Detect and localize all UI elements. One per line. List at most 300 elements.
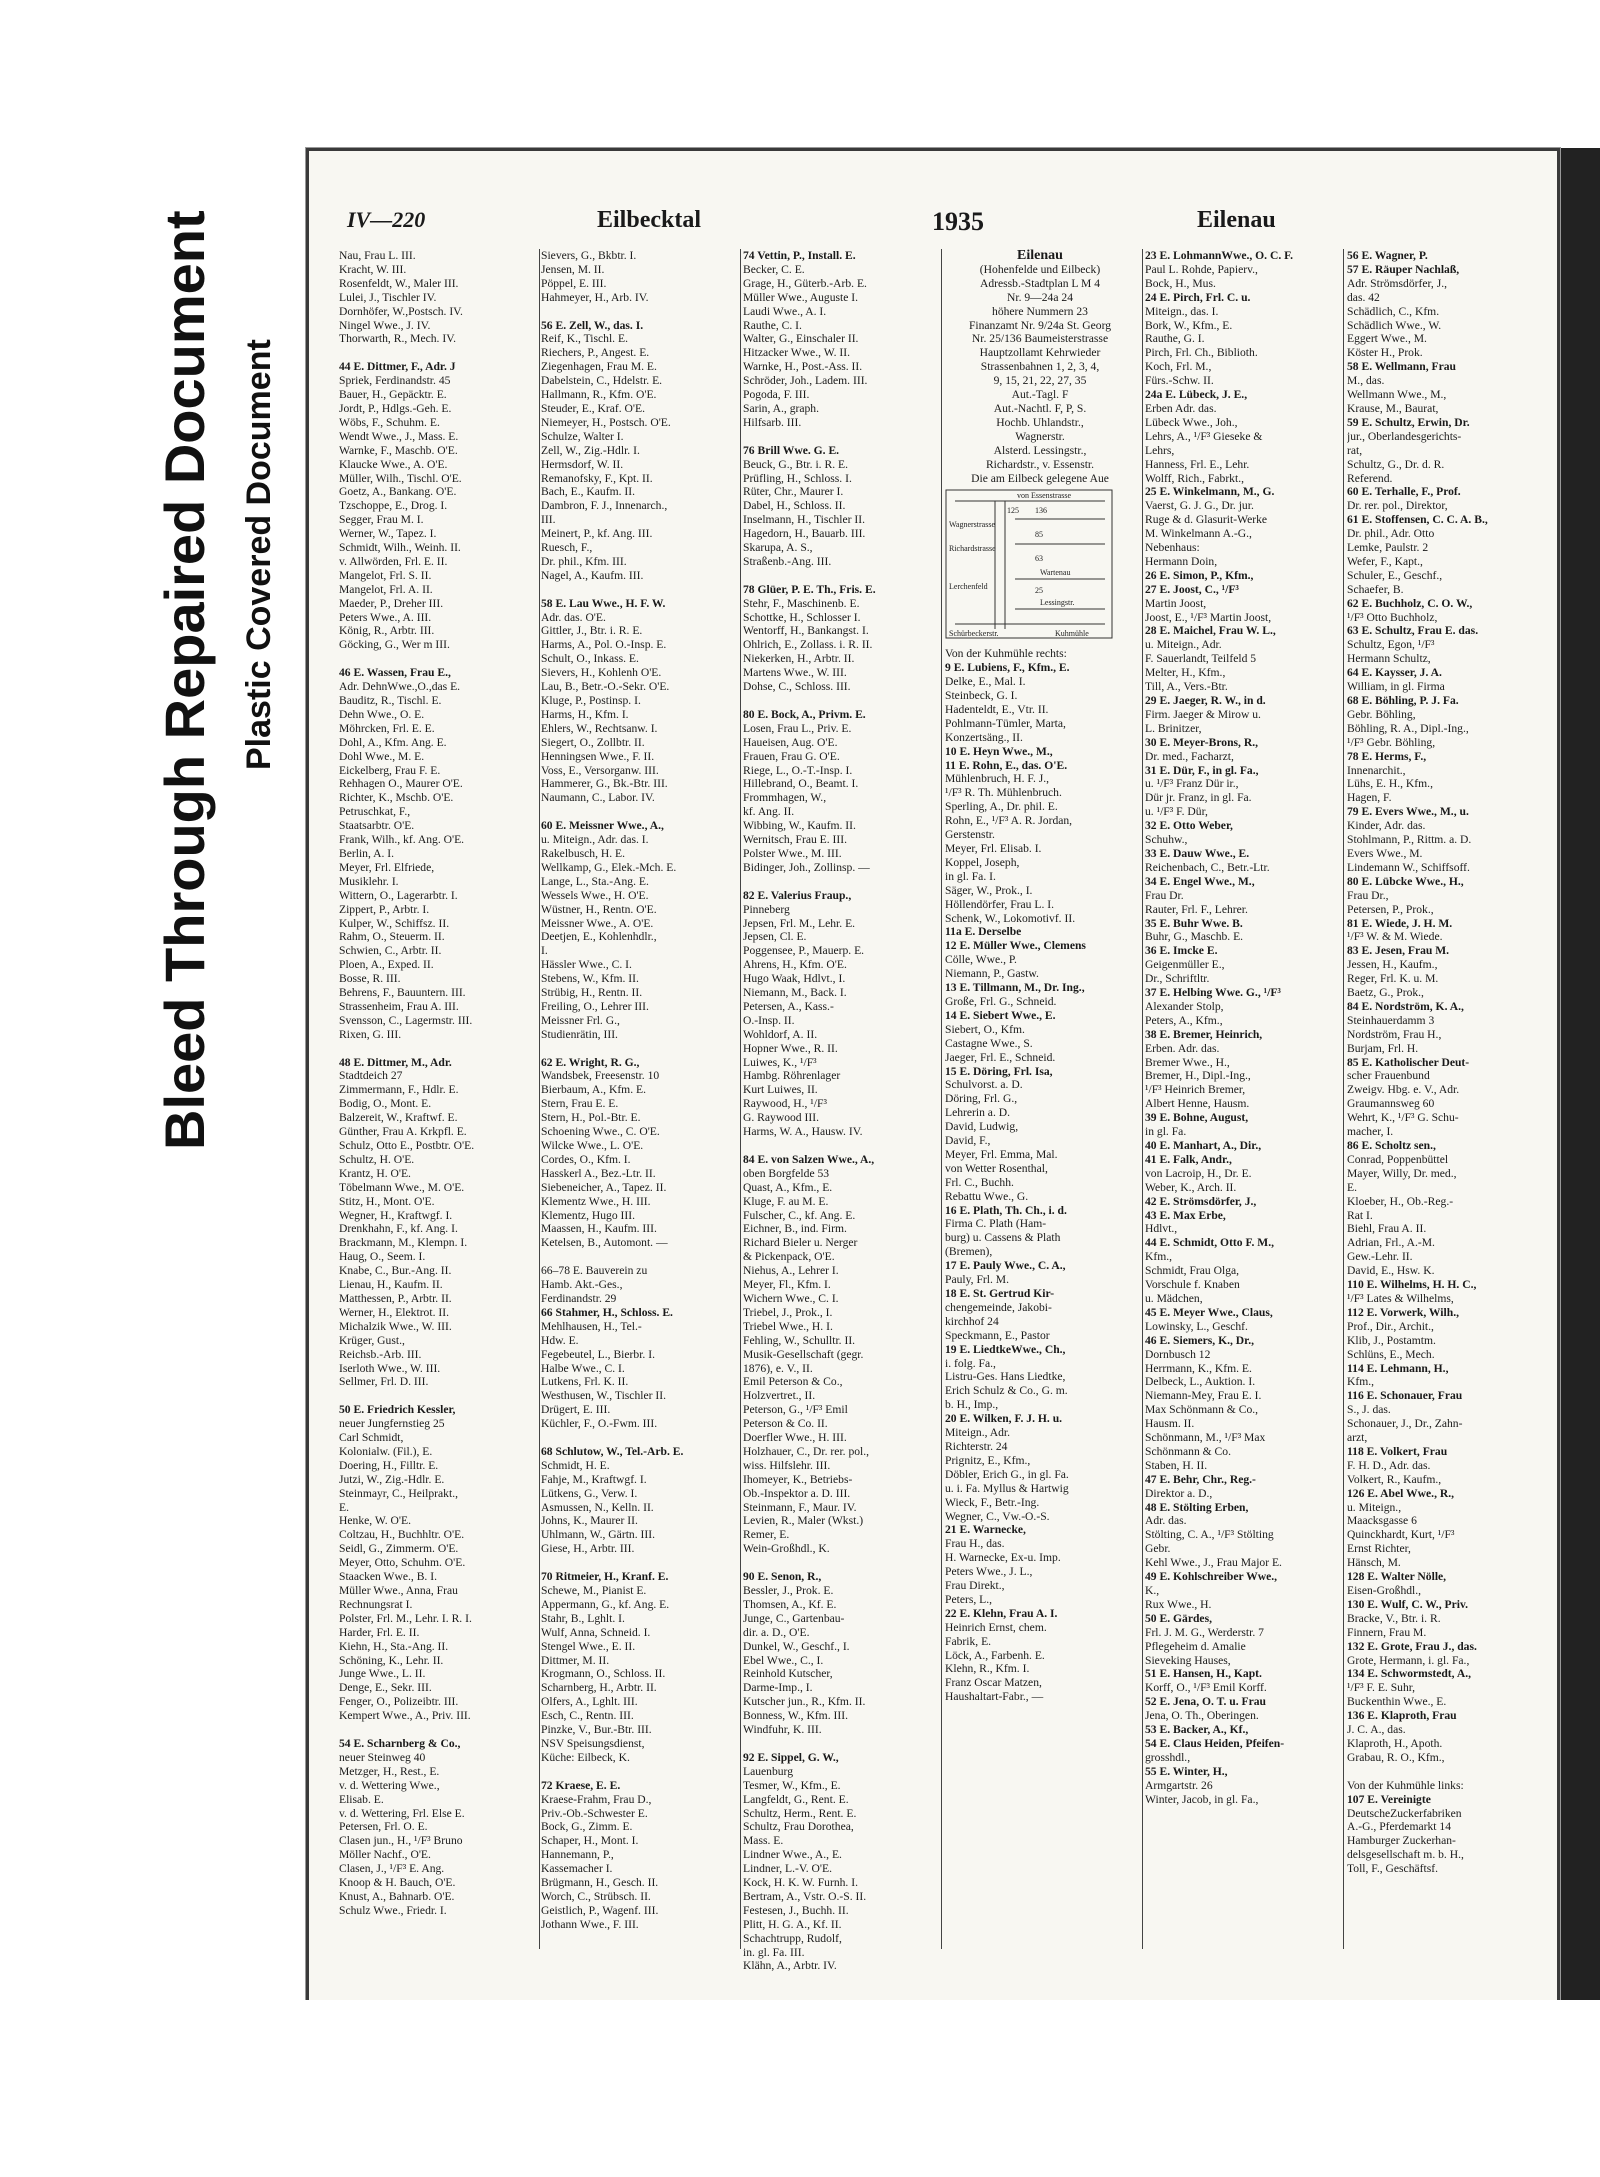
directory-entry: b. H., Imp.,	[945, 1398, 999, 1412]
directory-entry: Wefer, F., Kapt.,	[1347, 554, 1423, 568]
map-label: Lerchenfeld	[949, 582, 988, 592]
directory-entry: Wendt Wwe., J., Mass. E.	[339, 429, 459, 443]
directory-entry: Große, Frl. G., Schneid.	[945, 994, 1057, 1008]
directory-entry: E.	[1347, 1180, 1357, 1194]
directory-entry: Fulscher, C., kf. Ang. E.	[743, 1208, 856, 1222]
directory-entry: Lienau, H., Kaufm. II.	[339, 1278, 443, 1292]
directory-entry: u. Miteign., Adr. das. I.	[541, 833, 649, 847]
directory-entry: Von der Kuhmühle rechts:	[945, 647, 1067, 661]
directory-entry: Petersen, A., Kass.-	[743, 999, 834, 1013]
directory-entry: 57 E. Räuper Nachlaß,	[1347, 262, 1460, 276]
map-label: 63	[1035, 554, 1043, 564]
directory-entry: Weber, K., Arch. II.	[1145, 1180, 1237, 1194]
directory-entry: 43 E. Max Erbe,	[1145, 1208, 1226, 1222]
directory-entry: Strübig, H., Rentn. II.	[541, 986, 643, 1000]
directory-entry: Wulf, Anna, Schneid. I.	[541, 1625, 651, 1639]
directory-entry	[339, 1389, 535, 1403]
directory-entry: u. Mädchen,	[1145, 1291, 1203, 1305]
directory-entry: Lübeck Wwe., Joh.,	[1145, 415, 1238, 429]
directory-entry: 16 E. Plath, Th. Ch., i. d.	[945, 1203, 1067, 1217]
directory-entry	[541, 1556, 737, 1570]
directory-entry: Heinrich Ernst, chem.	[945, 1620, 1047, 1634]
directory-entry: Ebel Wwe., C., I.	[743, 1653, 824, 1667]
directory-entry: 81 E. Wiede, J. H. M.	[1347, 916, 1453, 930]
directory-entry: 64 E. Kaysser, J. A.	[1347, 666, 1442, 680]
directory-entry: Frl. C., Buchh.	[945, 1175, 1014, 1189]
directory-entry: Wibbing, W., Kaufm. II.	[743, 819, 856, 833]
directory-entry: 110 E. Wilhelms, H. H. C.,	[1347, 1278, 1477, 1292]
directory-entry: Wittern, O., Lagerarbtr. I.	[339, 888, 458, 902]
directory-entry: Prof., Dir., Archit.,	[1347, 1319, 1434, 1333]
directory-entry: ¹/F³ F. E. Suhr,	[1347, 1681, 1416, 1695]
directory-entry: Meissner Wwe., A. O'E.	[541, 916, 654, 930]
directory-entry: Fabrik, E.	[945, 1634, 992, 1648]
directory-entry: Möller Nachf., O'E.	[339, 1848, 431, 1862]
directory-entry: ¹/F³ W. & M. Wiede.	[1347, 930, 1443, 944]
directory-entry: Dohse, C., Schloss. III.	[743, 680, 851, 694]
directory-entry: Rat I.	[1347, 1208, 1373, 1222]
directory-entry: 86 E. Scholtz sen.,	[1347, 1139, 1436, 1152]
directory-entry: ¹/F³ Lates & Wilhelms,	[1347, 1291, 1454, 1305]
directory-entry: neuer Steinweg 40	[339, 1750, 426, 1764]
directory-entry: Petersen, Frl. O. E.	[339, 1820, 428, 1834]
directory-entry: Rux Wwe., H.	[1145, 1597, 1212, 1611]
directory-entry: Schewe, M., Pianist E.	[541, 1584, 647, 1597]
directory-entry: Armgartstr. 26	[1145, 1778, 1213, 1792]
directory-entry: Dambron, F. J., Innenarch.,	[541, 499, 668, 513]
directory-entry: Schulz Wwe., Friedr. I.	[339, 1903, 447, 1917]
directory-entry: Bierbaum, A., Kfm. E.	[541, 1083, 646, 1097]
directory-entry: das. 42	[1347, 290, 1380, 304]
column-5	[1145, 249, 1341, 1977]
directory-entry: F. H. D., Adr. das.	[1347, 1458, 1431, 1472]
directory-entry: Schultz, Egon, ¹/F³	[1347, 638, 1435, 652]
directory-entry: Darme-Imp., I.	[743, 1681, 813, 1695]
directory-entry: 74 Vettin, P., Install. E.	[743, 249, 856, 262]
directory-entry: Brügmann, H., Gesch. II.	[541, 1876, 659, 1890]
directory-entry: Remer, E.	[743, 1528, 790, 1542]
directory-entry: 92 E. Sippel, G. W.,	[743, 1750, 839, 1764]
directory-entry: Meyer, Fl., Kfm. I.	[743, 1278, 831, 1292]
directory-entry: Hillebrand, O., Beamt. I.	[743, 777, 859, 791]
directory-entry: Rauthe, G. I.	[1145, 332, 1205, 346]
directory-entry: Wöbs, F., Schuhm. E.	[339, 415, 440, 429]
directory-entry: 30 E. Meyer-Brons, R.,	[1145, 735, 1259, 749]
directory-entry: Frommhagen, W.,	[743, 791, 827, 805]
page-number: IV—220	[347, 207, 426, 232]
directory-entry: Grote, Hermann, i. gl. Fa.,	[1347, 1653, 1470, 1667]
directory-entry: Richter, K., Mschb. O'E.	[339, 791, 454, 805]
directory-entry: Korff, O., ¹/F³ Emil Korff.	[1145, 1681, 1267, 1695]
directory-entry: 72 Kraese, E. E.	[541, 1778, 621, 1792]
directory-entry: 68 Schlutow, W., Tel.-Arb. E.	[541, 1444, 684, 1458]
directory-entry: Matthessen, P., Arbtr. II.	[339, 1291, 452, 1305]
directory-entry: Sievers, G., Bkbtr. I.	[541, 249, 637, 262]
directory-entry: in gl. Fa.	[1145, 1125, 1187, 1139]
directory-entry: Jothann Wwe., F. III.	[541, 1917, 639, 1931]
directory-entry: Erben Adr. das.	[1145, 401, 1217, 415]
directory-page	[306, 148, 1560, 2006]
directory-entry: Festesen, J., Buchh. II.	[743, 1903, 849, 1917]
plastic-covered-stamp: Plastic Covered Document	[240, 339, 278, 770]
directory-entry: Hermann Doin,	[1145, 554, 1218, 568]
directory-entry: Riechers, P., Angest. E.	[541, 346, 650, 360]
directory-entry	[339, 346, 535, 360]
directory-entry: Kfm.,	[1347, 1375, 1375, 1389]
column-1	[339, 249, 535, 1977]
directory-entry: Schulz, Otto E., Postbtr. O'E.	[339, 1139, 475, 1152]
directory-entry: 36 E. Imcke E.	[1145, 944, 1218, 958]
directory-entry: Reger, Frl. K. u. M.	[1347, 972, 1439, 986]
directory-entry	[541, 1250, 737, 1264]
directory-entry: 14 E. Siebert Wwe., E.	[945, 1008, 1056, 1022]
directory-entry: Schultz, Frau Dorothea,	[743, 1820, 854, 1834]
directory-entry: 20 E. Wilken, F. J. H. u.	[945, 1412, 1063, 1426]
directory-entry: Coltzau, H., Buchhltr. O'E.	[339, 1528, 465, 1542]
directory-entry: Wegner, H., Kraftwgf. I.	[339, 1208, 453, 1222]
directory-entry: Warnke, F., Maschb. O'E.	[339, 443, 458, 457]
directory-entry: Castagne Wwe., S.	[945, 1036, 1033, 1050]
directory-entry: Adr. Strömsdörfer, J.,	[1347, 276, 1448, 290]
directory-entry: Deetjen, E., Kohlenhdlr.,	[541, 930, 657, 944]
directory-entry: Lange, L., Sta.-Ang. E.	[541, 874, 649, 888]
directory-entry: (Bremen),	[945, 1245, 993, 1259]
directory-entry: Polster, Frl. M., Lehr. I. R. I.	[339, 1611, 472, 1625]
directory-entry	[743, 430, 939, 444]
directory-entry: ¹/F³ R. Th. Mühlenbruch.	[945, 786, 1062, 800]
directory-entry: 60 E. Meissner Wwe., A.,	[541, 819, 664, 833]
directory-entry	[743, 1556, 939, 1570]
directory-entry: Pinzke, V., Bur.-Btr. III.	[541, 1723, 652, 1737]
map-label: Kuhmühle	[1055, 629, 1089, 639]
directory-entry: Meissner Frl. G.,	[541, 1013, 620, 1027]
directory-entry: wiss. Hilfslehr. III.	[743, 1458, 831, 1472]
directory-entry: Pauly, Frl. M.	[945, 1273, 1009, 1287]
directory-entry: Dunkel, W., Geschf., I.	[743, 1639, 850, 1653]
directory-entry: Hdw. E.	[541, 1333, 579, 1347]
directory-entry: Wehrt, K., ¹/F³ G. Schu-	[1347, 1111, 1459, 1125]
directory-entry: & Pickenpack, O'E.	[743, 1250, 835, 1264]
directory-entry: F. Sauerlandt, Teilfeld 5	[1145, 652, 1257, 666]
directory-entry: Bork, W., Kfm., E.	[1145, 318, 1233, 332]
directory-entry: Jena, O. Th., Oberingen.	[1145, 1709, 1259, 1723]
directory-entry: Stohlmann, P., Rittm. a. D.	[1347, 833, 1472, 847]
directory-entry: Stern, Frau E. E.	[541, 1097, 619, 1111]
directory-entry: 24a E. Lübeck, J. E.,	[1145, 388, 1248, 402]
directory-entry: 53 E. Backer, A., Kf.,	[1145, 1723, 1249, 1737]
directory-entry: Tzschoppe, E., Drog. I.	[339, 499, 448, 513]
directory-entry: Grabau, R. O., Kfm.,	[1347, 1750, 1445, 1764]
directory-entry: Löck, A., Farbenh. E.	[945, 1648, 1045, 1662]
directory-entry: Ahrens, H., Kfm. O'E.	[743, 958, 847, 972]
bottom-margin	[0, 2000, 1600, 2177]
directory-entry: Direktor a. D.,	[1145, 1486, 1213, 1500]
directory-entry: 128 E. Walter Nölle,	[1347, 1570, 1447, 1584]
directory-entry: Schmidt, H. E.	[541, 1458, 610, 1472]
directory-entry: Pogoda, F. III.	[743, 388, 810, 402]
directory-entry: u. ¹/F³ F. Dür,	[1145, 805, 1208, 819]
directory-entry: Ehlers, W., Rechtsanw. I.	[541, 721, 658, 735]
directory-entry: Michalzik Wwe., W. III.	[339, 1319, 452, 1333]
directory-entry: 66–78 E. Bauverein zu	[541, 1264, 648, 1278]
directory-entry: Till, A., Vers.-Btr.	[1145, 680, 1228, 694]
directory-entry	[743, 1737, 939, 1751]
directory-entry: Segger, Frau M. I.	[339, 513, 424, 527]
directory-entry: Junge, C., Gartenbau-	[743, 1611, 845, 1625]
directory-entry: Stebens, W., Kfm. II.	[541, 972, 639, 986]
directory-entry: Rahm, O., Steuerm. II.	[339, 930, 445, 944]
directory-entry: Reichsb.-Arb. III.	[339, 1347, 422, 1361]
directory-entry: Haueisen, Aug. O'E.	[743, 735, 838, 749]
directory-entry: 19 E. LiedtkeWwe., Ch.,	[945, 1342, 1066, 1356]
directory-entry: Schottke, H., Schlosser I.	[743, 610, 861, 624]
directory-entry: Stern, H., Pol.-Btr. E.	[541, 1111, 641, 1125]
map-label: Richardstrasse	[949, 544, 996, 554]
directory-entry: M., das.	[1347, 374, 1385, 388]
directory-entry: Dehn Wwe., O. E.	[339, 707, 425, 721]
directory-entry: Firm. Jaeger & Mirow u.	[1145, 707, 1261, 721]
directory-entry: Prignitz, E., Kfm.,	[945, 1453, 1031, 1467]
year-title: 1935	[932, 207, 984, 236]
directory-entry: Eggert Wwe., M.	[1347, 332, 1427, 346]
directory-entry: Haushaltart-Fabr., —	[945, 1690, 1044, 1704]
directory-entry: u. Miteign.,	[1347, 1500, 1402, 1514]
directory-entry: Bodig, O., Mont. E.	[339, 1097, 432, 1111]
directory-entry: Holzhauer, C., Dr. rer. pol.,	[743, 1444, 870, 1458]
directory-entry: Schwien, C., Arbtr. II.	[339, 944, 442, 958]
directory-entry: Frl. J. M. G., Werderstr. 7	[1145, 1625, 1264, 1639]
directory-entry: Koppel, Joseph,	[945, 855, 1020, 869]
directory-entry: 61 E. Stoffensen, C. C. A. B.,	[1347, 513, 1488, 527]
directory-entry: L. Brinitzer,	[1145, 721, 1202, 735]
directory-entry: Hahmeyer, H., Arb. IV.	[541, 290, 649, 304]
directory-entry: Musik-Gesellschaft (gegr.	[743, 1347, 864, 1361]
directory-entry: Wellmann Wwe., M.,	[1347, 388, 1447, 402]
directory-entry: Dohl, A., Kfm. Ang. E.	[339, 735, 447, 749]
directory-entry: Olfers, A., Lghlt. III.	[541, 1695, 638, 1709]
directory-entry: Mass. E.	[743, 1834, 784, 1848]
directory-entry: Klib, J., Postamtm.	[1347, 1333, 1436, 1347]
directory-entry: M. Winkelmann A.-G.,	[1145, 527, 1252, 541]
directory-entry: Köster H., Prok.	[1347, 346, 1423, 360]
directory-entry: A.-G., Pferdemarkt 14	[1347, 1820, 1451, 1834]
directory-entry: Uhlmann, W., Gärtn. III.	[541, 1528, 655, 1542]
directory-entry: Beuck, G., Btr. i. R. E.	[743, 457, 848, 471]
directory-entry	[743, 1139, 939, 1153]
directory-entry: Prüfling, H., Schloss. I.	[743, 471, 852, 485]
directory-entry: Miteign., Adr.	[945, 1426, 1011, 1440]
directory-entry: 114 E. Lehmann, H.,	[1347, 1361, 1449, 1375]
directory-entry: Rechnungsrat I.	[339, 1597, 413, 1611]
directory-entry: ¹/F³ Gebr. Böhling,	[1347, 735, 1436, 749]
directory-entry: Schaper, H., Mont. I.	[541, 1834, 639, 1848]
directory-entry: Rauter, Frl. F., Lehrer.	[1145, 902, 1248, 916]
directory-entry: Adr. DehnWwe.,O.,das E.	[339, 680, 461, 694]
directory-entry: Eickelberg, Frau F. E.	[339, 763, 441, 777]
directory-entry: Hanness, Frl. E., Lehr.	[1145, 457, 1250, 471]
directory-entry: Sperling, A., Dr. phil. E.	[945, 800, 1058, 814]
directory-entry: Pöppel, E. III.	[541, 276, 607, 290]
directory-entry: Seidl, G., Zimmerm. O'E.	[339, 1542, 459, 1556]
directory-entry: Buhr, G., Maschb. E.	[1145, 930, 1244, 944]
directory-entry: Peters, L.,	[945, 1592, 993, 1606]
directory-entry: Rüter, Chr., Maurer I.	[743, 485, 844, 499]
directory-entry: von Wetter Rosenthal,	[945, 1161, 1048, 1175]
directory-entry: neuer Jungfernstieg 25	[339, 1417, 445, 1431]
directory-entry: Schulvorst. a. D.	[945, 1078, 1023, 1092]
directory-entry: Schmidt, Frau Olga,	[1145, 1264, 1240, 1278]
directory-entry: Evers Wwe., M.	[1347, 846, 1423, 860]
directory-entry: 90 E. Senon, R.,	[743, 1570, 822, 1584]
directory-entry: i. folg. Fa.,	[945, 1356, 996, 1370]
directory-entry: Harms, W. A., Hausw. IV.	[743, 1125, 863, 1139]
directory-entry: Frau H., das.	[945, 1537, 1005, 1551]
directory-entry: Lehrerin a. D.	[945, 1106, 1011, 1120]
directory-entry: Richard Bieler u. Nerger	[743, 1236, 858, 1250]
directory-entry: Meinert, P., kf. Ang. III.	[541, 527, 653, 541]
directory-entry: Nagel, A., Kaufm. III.	[541, 568, 644, 582]
directory-entry: Peters Wwe., A. III.	[339, 610, 432, 624]
directory-entry: (Hohenfelde und Eilbeck)	[979, 262, 1101, 276]
directory-entry: Ploen, A., Exped. II.	[339, 958, 434, 972]
directory-entry: 107 E. Vereinigte	[1347, 1792, 1431, 1806]
directory-entry: Halbe Wwe., C. I.	[541, 1361, 625, 1375]
directory-entry: Bremer, H., Dipl.-Ing.,	[1145, 1069, 1251, 1083]
directory-entry: Scharnberg, H., Arbtr. II.	[541, 1681, 657, 1695]
directory-entry: Günther, Frau A. Krkpfl. E.	[339, 1125, 467, 1139]
directory-entry: Delke, E., Mal. I.	[945, 675, 1026, 689]
directory-entry: Müller Wwe., Auguste I.	[743, 290, 859, 304]
directory-entry: Wein-Großhdl., K.	[743, 1542, 830, 1556]
directory-entry: Meyer, Frl. Elisab. I.	[945, 842, 1042, 855]
directory-entry: Clasen, J., ¹/F³ E. Ang.	[339, 1862, 445, 1876]
directory-entry: v. d. Wettering Wwe.,	[339, 1778, 440, 1792]
directory-entry: Krüger, Gust.,	[339, 1333, 405, 1347]
directory-entry: Konzertsäng., II.	[945, 730, 1023, 744]
directory-entry: Niekerken, H., Arbtr. II.	[743, 652, 855, 666]
directory-entry: Göcking, G., Wer m III.	[339, 638, 450, 652]
directory-entry: Hambg. Röhrenlager	[743, 1069, 841, 1083]
directory-entry: Wichern Wwe., C. I.	[743, 1291, 839, 1305]
directory-entry: Gew.-Lehr. II.	[1347, 1250, 1413, 1264]
directory-entry: Luiwes, K., ¹/F³	[743, 1055, 817, 1069]
directory-entry: Nr. 25/136 Baumeisterstrasse	[971, 332, 1109, 346]
directory-entry: Holzvertret., II.	[743, 1389, 816, 1403]
directory-entry: 80 E. Lübcke Wwe., H.,	[1347, 874, 1464, 888]
directory-entry: Haug, O., Seem. I.	[339, 1250, 426, 1264]
directory-entry: Riege, L., O.-T.-Insp. I.	[743, 763, 853, 777]
directory-entry: 58 E. Lau Wwe., H. F. W.	[541, 596, 666, 610]
directory-entry: Miteign., das. I.	[1145, 304, 1219, 318]
directory-entry: Delbeck, L., Auktion. I.	[1145, 1375, 1256, 1389]
directory-entry: Wegner, C., Vw.-O.-S.	[945, 1509, 1050, 1523]
directory-entry: Gebr.	[1145, 1542, 1171, 1556]
directory-entry: Rixen, G. III.	[339, 1027, 402, 1041]
directory-entry: Schultz, Herm., Rent. E.	[743, 1806, 857, 1820]
directory-entry: Bonness, W., Kfm. III.	[743, 1709, 848, 1723]
directory-entry: 37 E. Helbing Wwe. G., ¹/F³	[1145, 986, 1281, 1000]
directory-entry: Schultz, G., Dr. d. R.	[1347, 457, 1445, 471]
directory-entry: Siegert, O., Zollbtr. II.	[541, 735, 645, 749]
directory-entry: 51 E. Hansen, H., Kapt.	[1145, 1667, 1262, 1681]
directory-entry: Listru-Ges. Hans Liedtke,	[945, 1370, 1066, 1384]
directory-entry: Aut.-Nachtl. F, P, S.	[993, 401, 1087, 415]
directory-entry: Straßenb.-Ang. III.	[743, 554, 832, 568]
directory-entry: 46 E. Siemers, K., Dr.,	[1145, 1333, 1255, 1347]
directory-entry: u. i. Fa. Myllus & Hartwig	[945, 1481, 1069, 1495]
directory-entry: Pinneberg	[743, 902, 790, 916]
directory-entry: Mehlhausen, H., Tel.-	[541, 1319, 642, 1333]
directory-entry: Albert Henne, Hausm.	[1145, 1097, 1250, 1111]
directory-entry: Aut.-Tagl. F	[1011, 388, 1069, 402]
directory-entry: u. Miteign., Adr.	[1145, 638, 1222, 652]
directory-entry: Peters Wwe., J. L.,	[945, 1565, 1033, 1579]
directory-entry: Balzereit, W., Kraftwf. E.	[339, 1111, 458, 1125]
directory-entry: 11 E. Rohn, E., das. O'E.	[945, 758, 1068, 772]
directory-entry: 34 E. Engel Wwe., M.,	[1145, 874, 1255, 888]
directory-entry: delsgesellschaft m. b. H.,	[1347, 1848, 1464, 1862]
directory-entry: 26 E. Simon, P., Kfm.,	[1145, 568, 1254, 582]
directory-entry: Bracke, V., Btr. i. R.	[1347, 1611, 1441, 1625]
directory-entry: NSV Speisungsdienst,	[541, 1736, 645, 1750]
directory-entry: Triebel, J., Prok., I.	[743, 1305, 833, 1319]
directory-entry: Carl Schmidt,	[339, 1431, 404, 1445]
directory-entry: Jepsen, Cl. E.	[743, 930, 807, 944]
directory-entry: Metzger, H., Rest., E.	[339, 1764, 440, 1778]
directory-entry: Säger, W., Prok., I.	[945, 883, 1033, 897]
directory-entry: Hamburger Zuckerhan-	[1347, 1834, 1456, 1848]
directory-entry	[743, 569, 939, 583]
directory-entry: 76 Brill Wwe. G. E.	[743, 443, 840, 457]
directory-entry: Triebel Wwe., H. I.	[743, 1319, 833, 1333]
directory-entry: Sarin, A., graph.	[743, 401, 819, 415]
directory-entry: E.	[339, 1500, 349, 1514]
directory-entry: kirchhof 24	[945, 1314, 999, 1328]
directory-entry: Klaucke Wwe., A. O'E.	[339, 457, 448, 471]
directory-entry: Iserloth Wwe., W. III.	[339, 1361, 441, 1375]
directory-entry: Melter, H., Kfm.,	[1145, 666, 1226, 680]
directory-entry: Reif, K., Tischl. E.	[541, 332, 628, 346]
directory-entry: Giese, H., Arbtr. III.	[541, 1542, 635, 1556]
directory-entry: rat,	[1347, 443, 1363, 457]
directory-entry: Steinhauerdamm 3	[1347, 1013, 1435, 1027]
directory-entry: 9 E. Lubiens, F., Kfm., E.	[945, 661, 1070, 675]
directory-entry: III.	[541, 513, 556, 527]
map-label: Wagnerstrasse	[949, 520, 996, 530]
directory-entry: Biehl, Frau A. II.	[1347, 1222, 1427, 1236]
directory-entry: arzt,	[1347, 1431, 1368, 1445]
directory-entry: Döring, Frl. G.,	[945, 1092, 1018, 1106]
directory-entry: Hauptzollamt Kehrwieder	[979, 346, 1101, 360]
directory-entry: 78 Glüer, P. E. Th., Fris. E.	[743, 582, 876, 596]
directory-entry: Freiling, O., Lehrer III.	[541, 999, 649, 1013]
directory-columns	[339, 249, 1549, 1977]
directory-entry: Finnern, Frau M.	[1347, 1625, 1427, 1639]
directory-entry: Innenarchit.,	[1347, 763, 1406, 777]
directory-entry: Kinder, Adr. das.	[1347, 819, 1426, 833]
directory-entry: Bidinger, Joh., Zollinsp. —	[743, 860, 870, 874]
directory-entry: Nebenhaus:	[1145, 541, 1200, 555]
directory-entry: 70 Ritmeier, H., Kranf. E.	[541, 1570, 669, 1584]
directory-entry: Quast, A., Kfm., E.	[743, 1180, 833, 1194]
directory-entry: Schoening Wwe., C. O'E.	[541, 1125, 660, 1139]
directory-entry: Hannemann, P.,	[541, 1848, 614, 1862]
directory-entry: Niemann, M., Back. I.	[743, 986, 847, 1000]
directory-entry: Bessler, J., Prok. E.	[743, 1584, 834, 1597]
directory-entry: Eisen-Großhdl.,	[1347, 1584, 1422, 1597]
directory-entry: Adressb.-Stadtplan L M 4	[979, 276, 1100, 290]
directory-entry: Kassemacher I.	[541, 1862, 613, 1876]
